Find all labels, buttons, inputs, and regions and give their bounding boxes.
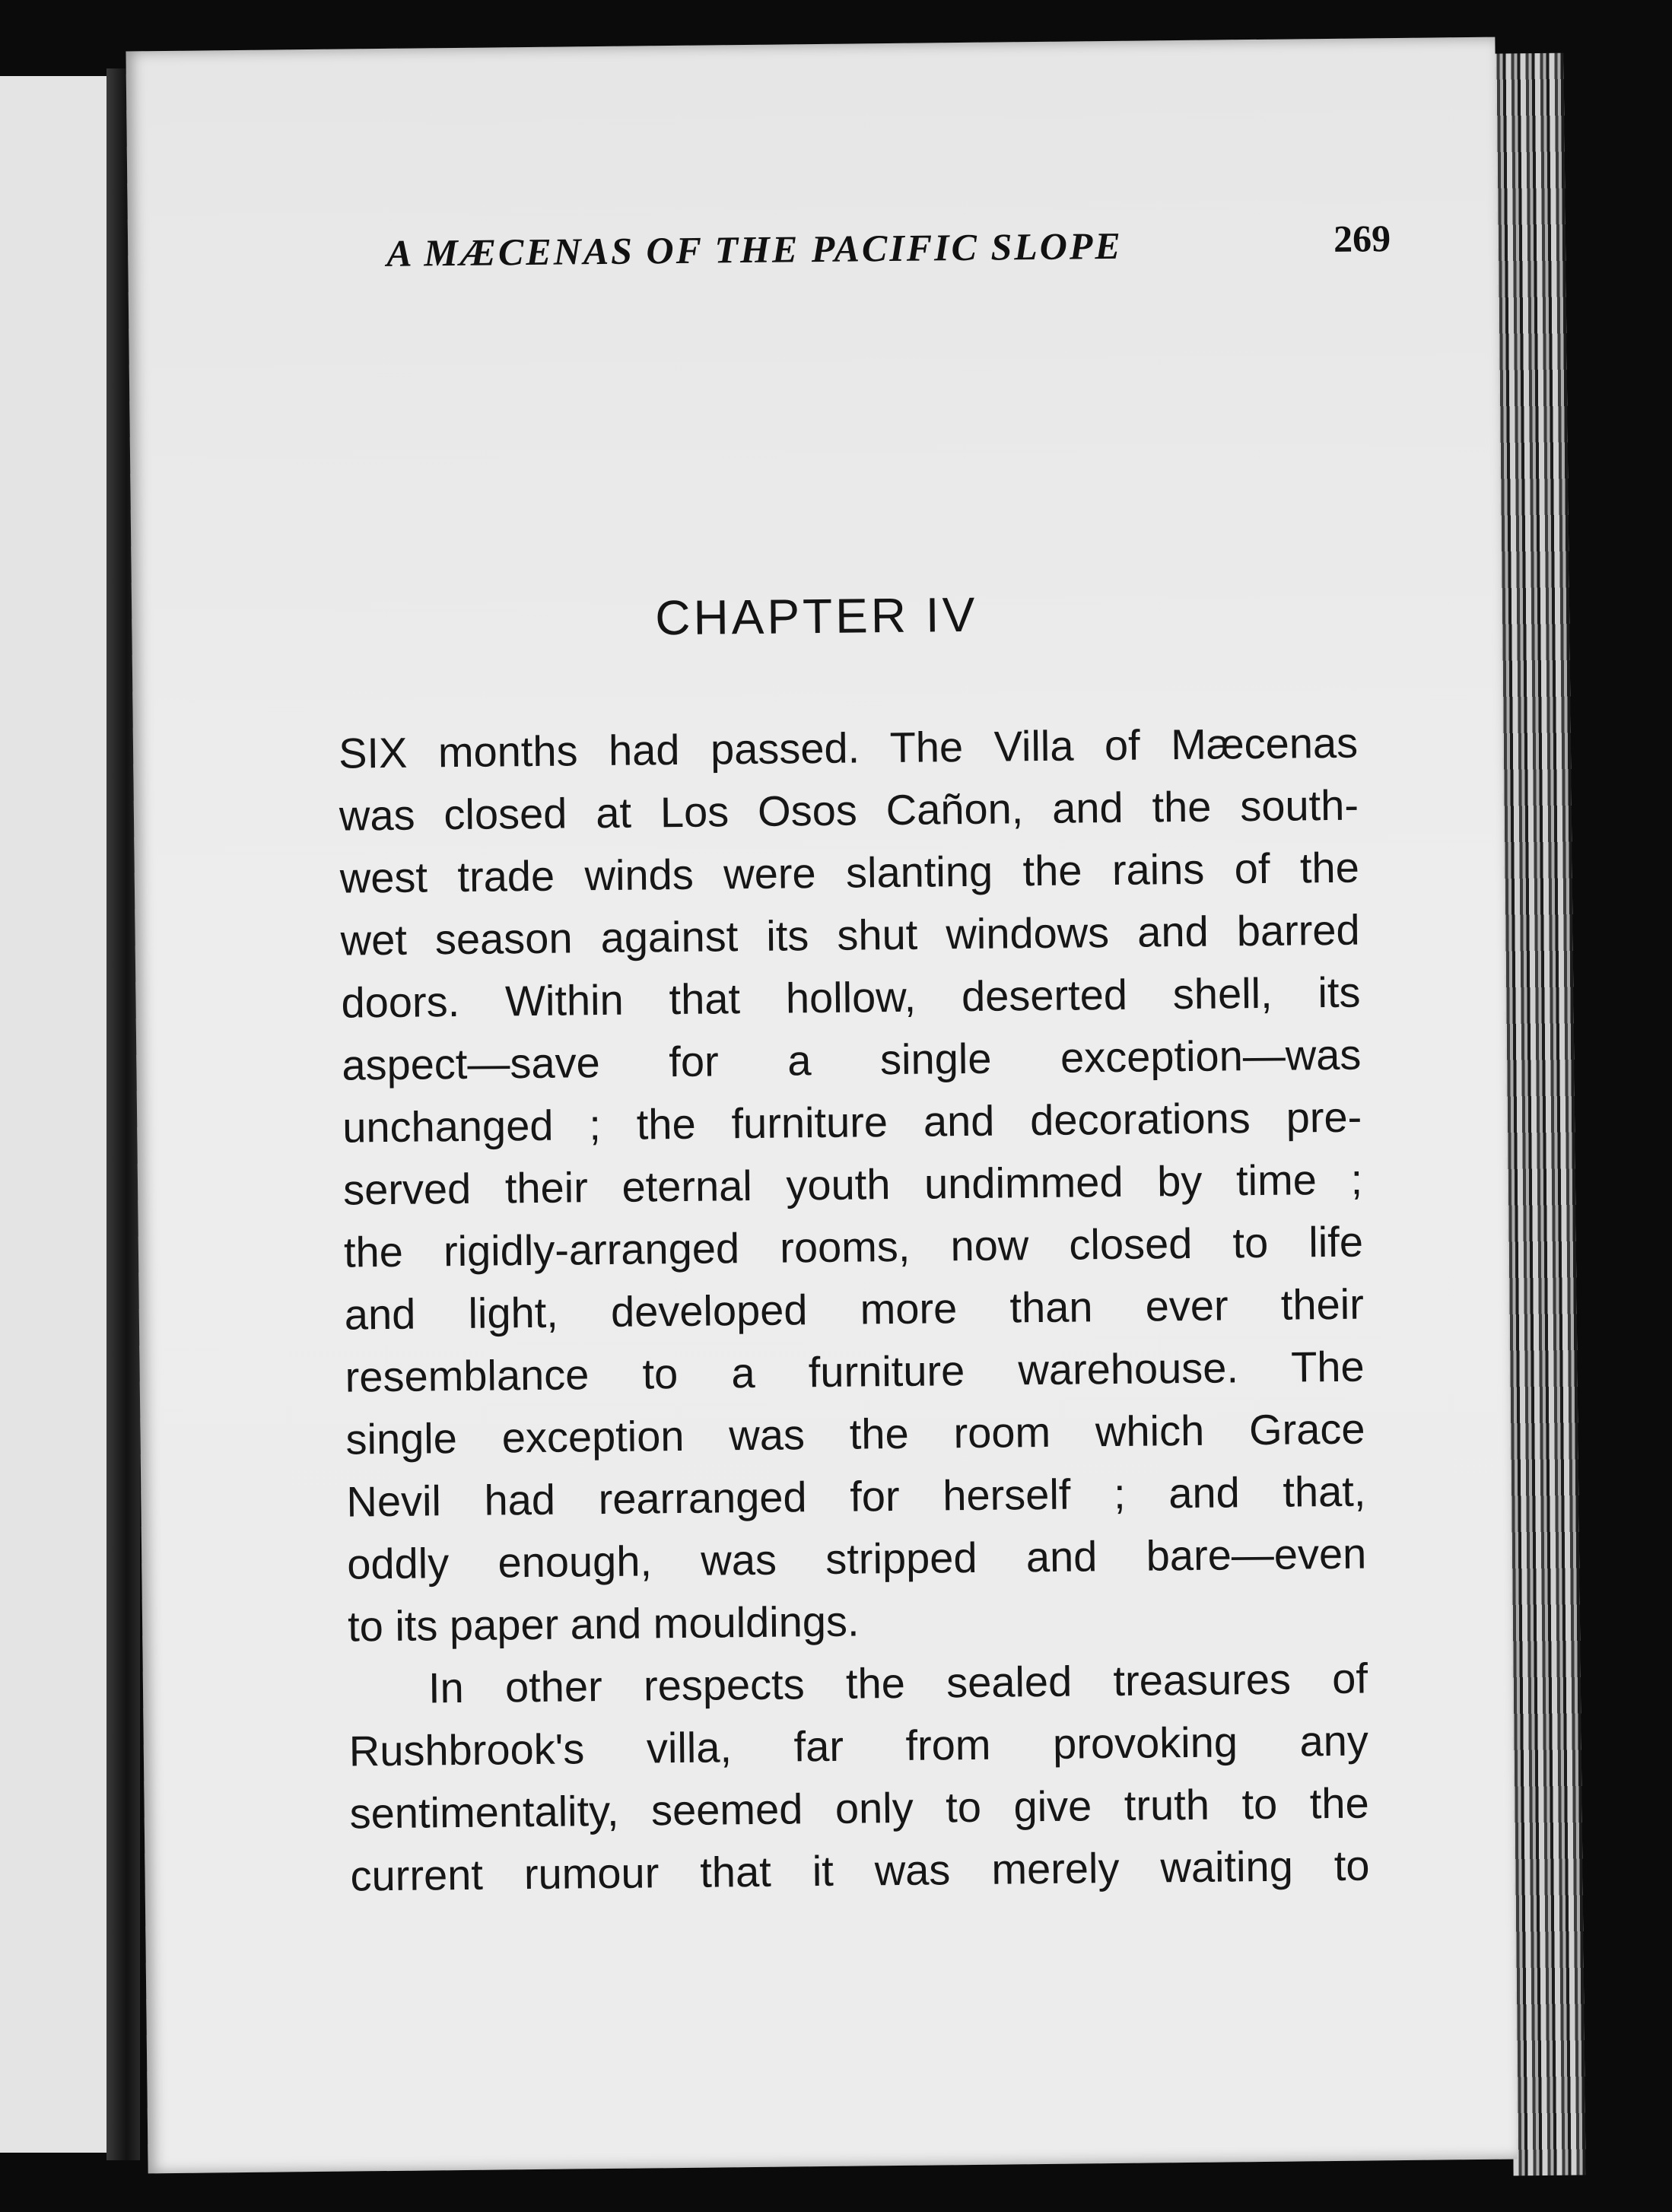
text-line: served their eternal youth undimmed by time ;	[342, 1155, 1363, 1214]
text-line: was closed at Los Osos Cañon, and the south-	[339, 780, 1359, 840]
text-line: resemblance to a furniture warehouse. The	[345, 1342, 1365, 1401]
text-line: unchanged ; the furniture and decorations pre-	[342, 1092, 1362, 1152]
text-line: Rushbrook's villa, far from provoking any	[348, 1716, 1369, 1775]
text-line: aspect—save for a single exception—was	[342, 1030, 1362, 1089]
facing-page	[0, 76, 114, 2153]
body-text	[339, 712, 1370, 1908]
text-line: wet season against its shut windows and barred	[340, 905, 1360, 965]
text-line: to its paper and mouldings.	[347, 1597, 860, 1651]
running-title: A MÆCENAS OF THE PACIFIC SLOPE	[386, 224, 1124, 275]
chapter-heading: CHAPTER IV	[654, 586, 978, 646]
text-line: the rigidly-arranged rooms, now closed to life	[343, 1217, 1364, 1276]
text-line: and light, developed more than ever their	[344, 1279, 1365, 1339]
text-line: SIX months had passed. The Villa of Mæcenas	[338, 718, 1359, 777]
text-line: single exception was the room which Grace	[345, 1404, 1365, 1464]
book-page	[126, 37, 1517, 2174]
text-line: doors. Within that hollow, deserted shell, its	[341, 968, 1361, 1027]
text-line: sentimentality, seemed only to give truth to the	[349, 1778, 1369, 1838]
text-line: oddly enough, was stripped and bare—even	[346, 1529, 1367, 1588]
text-line: west trade winds were slanting the rains of the	[339, 843, 1360, 902]
page-number: 269	[1333, 217, 1391, 260]
running-head	[386, 217, 1391, 292]
text-line: current rumour that it was merely waiting to	[350, 1841, 1370, 1900]
text-line: Nevil had rearranged for herself ; and that,	[346, 1467, 1366, 1526]
text-line: In other respects the sealed treasures of	[428, 1654, 1368, 1712]
